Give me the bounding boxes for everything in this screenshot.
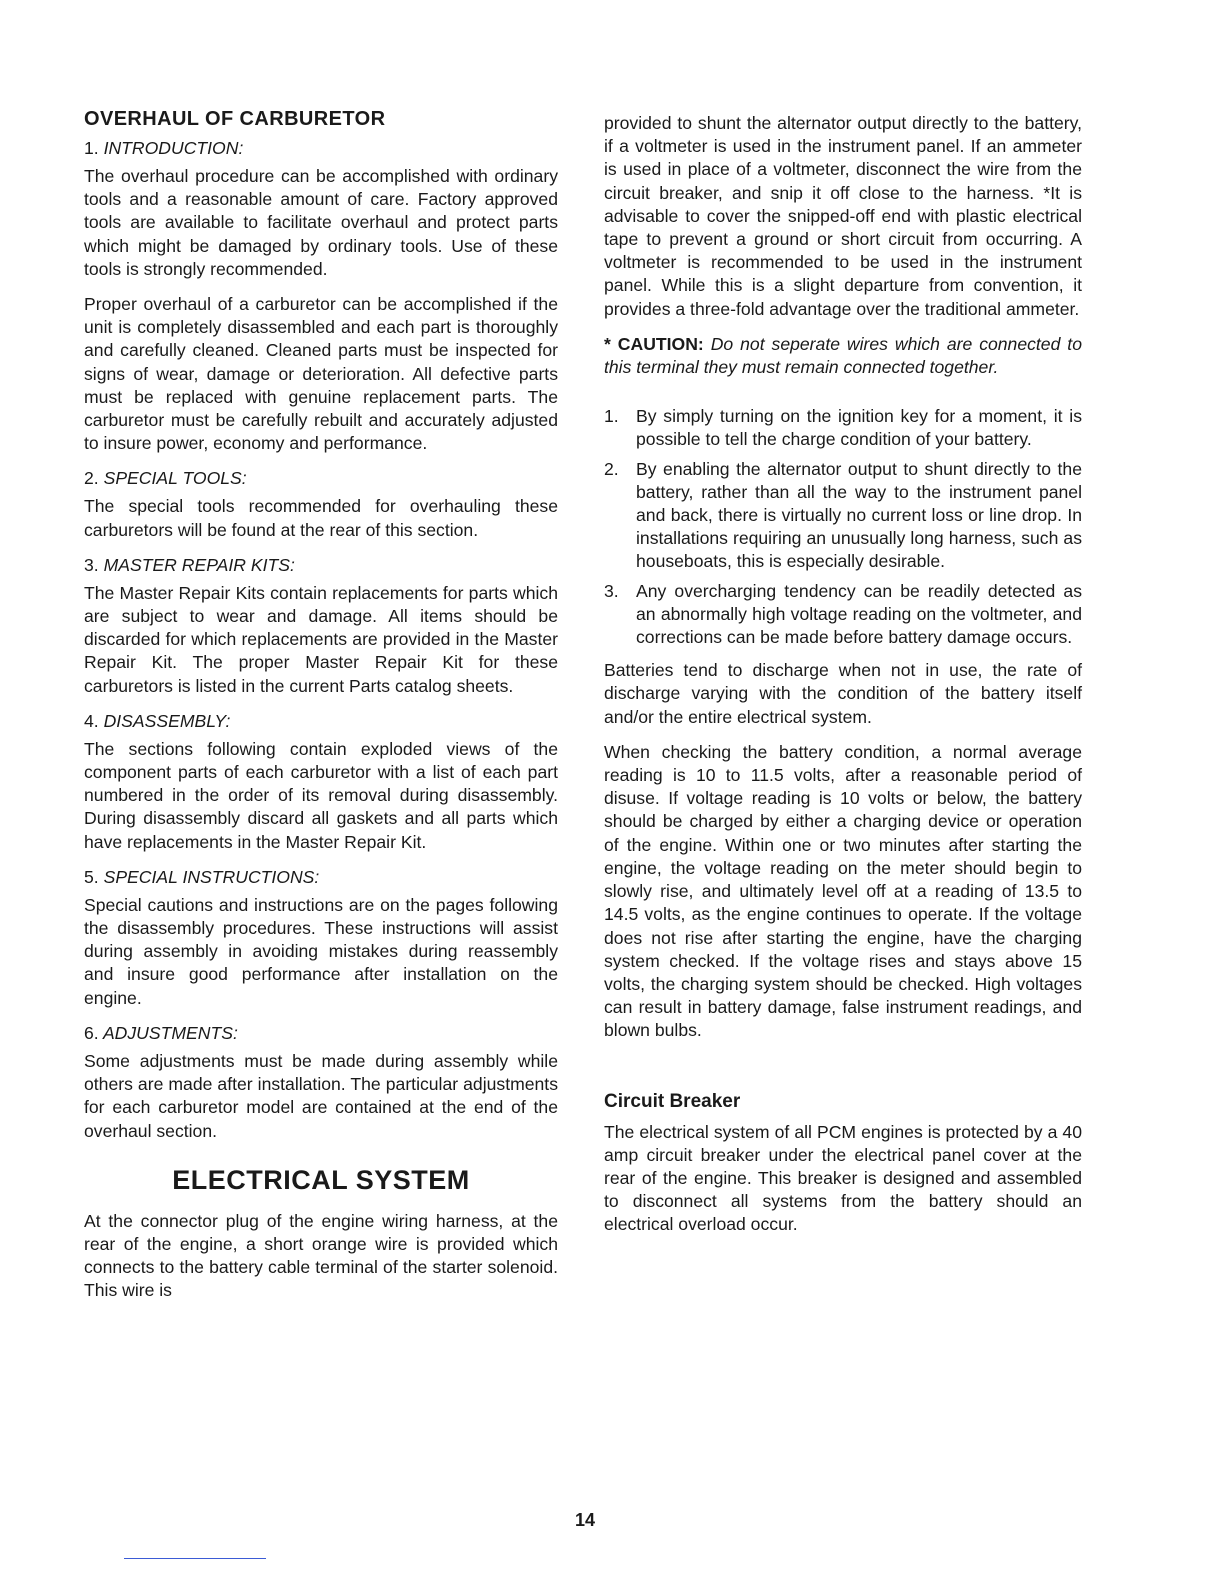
paragraph: The overhaul procedure can be accomplished with ordinary tools and a reasonable amount of care. Factory approved tools are available to facilitate overhaul and protect parts which might be damaged by ordinary tools. Use of these tools is strongly recommended. — [84, 166, 558, 279]
list-item: 1. By simply turning on the ignition key for a moment, it is possible to tell the charge condition of your battery. — [604, 406, 1082, 450]
paragraph: Some adjustments must be made during assembly while others are made after installation. The particular adjustments for each carburetor model are contained at the end of the overhaul section. — [84, 1050, 558, 1141]
section-heading-introduction: 1. INTRODUCTION: — [84, 138, 244, 158]
list-item: 2. By enabling the alternator output to shunt directly to the battery, rather than all the way to the instrument panel and back, there is virtually no current loss or line drop. In installations requiring an unusually long harness, such as houseboats, this is especially desirable. — [604, 458, 1082, 572]
circuit-breaker-heading: Circuit Breaker — [604, 1090, 741, 1112]
paragraph: The electrical system of all PCM engines is protected by a 40 amp circuit breaker under the electrical panel cover at the rear of the engine. This breaker is designed and assembled to disconnect all systems from the battery should an electrical overload occur. — [604, 1121, 1082, 1235]
paragraph: The sections following contain exploded views of the component parts of each carburetor with a list of each part numbered in the order of its removal during disassembly. During disassembly discard all gaskets and all parts which have replacements in the Master Repair Kit. — [84, 738, 558, 852]
paragraph: At the connector plug of the engine wiring harness, at the rear of the engine, a short orange wire is provided which connects to the battery cable terminal of the starter solenoid. This wire is — [84, 1210, 558, 1301]
overhaul-heading: OVERHAUL OF CARBURETOR — [84, 108, 386, 130]
paragraph: Special cautions and instructions are on the pages following the disassembly procedures. These instructions will assist during assembly in avoiding mistakes during reassembly and insure good performance after installation on the engine. — [84, 894, 558, 1008]
section-heading-disassembly: 4. DISASSEMBLY: — [84, 710, 231, 731]
section-heading-special-instructions: 5. SPECIAL INSTRUCTIONS: — [84, 866, 320, 887]
page-number: 14 — [574, 1510, 596, 1530]
section-heading-special-tools: 2. SPECIAL TOOLS: — [84, 468, 247, 489]
list-item: 3. Any overcharging tendency can be readily detected as an abnormally high voltage reading on the voltmeter, and corrections can be made before battery damage occurs. — [604, 580, 1082, 648]
paragraph: The special tools recommended for overhauling these carburetors will be found at the rear of this section. — [84, 496, 558, 540]
paragraph: Proper overhaul of a carburetor can be accomplished if the unit is completely disassembled and each part is thoroughly and carefully cleaned. Cleaned parts must be inspected for signs of wear, damage or deterioration. All defective parts must be replaced with genuine replacement parts. The carburetor must be carefully rebuilt and accurately adjusted to insure power, economy and performance. — [84, 294, 558, 454]
electrical-system-title: ELECTRICAL SYSTEM — [172, 1164, 470, 1195]
paragraph: The Master Repair Kits contain replacements for parts which are subject to wear and damage. All items should be discarded for which replacements are provided in the Master Repair Kit. The proper Master Repair Kit for these carburetors is listed in the current Parts catalog sheets. — [84, 582, 558, 696]
section-heading-master-repair-kits: 3. MASTER REPAIR KITS: — [84, 554, 295, 575]
right-column — [604, 112, 1082, 1249]
paragraph: Batteries tend to discharge when not in use, the rate of discharge varying with the condition of the battery itself and/or the entire electrical system. — [604, 660, 1082, 727]
left-column — [84, 108, 558, 1315]
caution-text: Do not seperate wires which are connected to this terminal they must remain connected together. — [604, 333, 1082, 378]
caution-note — [604, 333, 1082, 379]
advantages-list — [604, 405, 1082, 649]
section-heading-adjustments: 6. ADJUSTMENTS: — [84, 1022, 238, 1043]
paragraph: When checking the battery condition, a normal average reading is 10 to 11.5 volts, after a reasonable period of disuse. If voltage reading is 10 volts or below, the battery should be charged by either a charging device or operation of the engine. Within one or two minutes after starting the engine, the voltage reading on the meter should begin to slowly rise, and ultimately level off at a reading of 13.5 to 14.5 volts, as the engine continues to operate. If the voltage does not rise after starting the engine, have the charging system checked. If the voltage rises and stays above 15 volts, the charging system should be checked. High voltages can result in battery damage, false instrument readings, and blown bulbs. — [604, 741, 1082, 1041]
footer-rule — [124, 1558, 266, 1559]
paragraph: provided to shunt the alternator output directly to the battery, if a voltmeter is used in the instrument panel. If an ammeter is used in place of a voltmeter, disconnect the wire from the circuit breaker, and snip it off close to the harness. *It is advisable to cover the snipped-off end with plastic electrical tape to prevent a ground or short circuit from occurring. A voltmeter is recommended to be used in the instrument panel. While this is a slight departure from convention, it provides a three-fold advantage over the traditional ammeter. — [604, 113, 1082, 319]
caution-label: * CAUTION: — [604, 333, 704, 354]
